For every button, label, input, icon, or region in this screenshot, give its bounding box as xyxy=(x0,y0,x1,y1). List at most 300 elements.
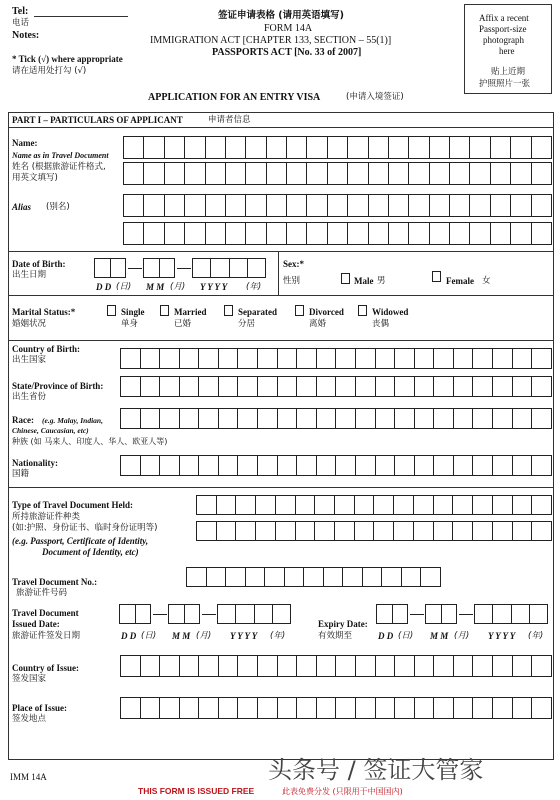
char-box[interactable] xyxy=(449,194,470,217)
char-box[interactable] xyxy=(140,655,161,677)
char-box[interactable] xyxy=(327,162,348,185)
char-box[interactable] xyxy=(245,222,266,245)
char-box[interactable] xyxy=(413,495,434,515)
char-box[interactable] xyxy=(184,162,205,185)
char-box[interactable] xyxy=(257,408,278,429)
char-box[interactable] xyxy=(375,697,396,719)
char-box[interactable] xyxy=(123,162,144,185)
char-box[interactable] xyxy=(218,697,239,719)
char-box[interactable] xyxy=(414,348,435,369)
char-box[interactable] xyxy=(433,376,454,397)
char-box[interactable] xyxy=(277,655,298,677)
char-box[interactable] xyxy=(408,222,429,245)
char-box[interactable] xyxy=(342,567,363,587)
char-box[interactable] xyxy=(492,495,513,515)
dob-year-field[interactable] xyxy=(192,258,266,278)
char-box[interactable] xyxy=(245,162,266,185)
char-box[interactable] xyxy=(296,408,317,429)
char-box[interactable] xyxy=(237,455,258,476)
char-box[interactable] xyxy=(237,655,258,677)
char-box[interactable] xyxy=(198,455,219,476)
char-box[interactable] xyxy=(492,604,511,624)
char-box[interactable] xyxy=(140,408,161,429)
char-box[interactable] xyxy=(335,697,356,719)
travel-doc-type-field-row-1[interactable] xyxy=(196,495,552,515)
char-box[interactable] xyxy=(347,162,368,185)
char-box[interactable] xyxy=(277,697,298,719)
char-box[interactable] xyxy=(408,162,429,185)
char-box[interactable] xyxy=(531,697,552,719)
char-box[interactable] xyxy=(472,521,493,541)
dob-month-field[interactable] xyxy=(143,258,175,278)
char-box[interactable] xyxy=(143,194,164,217)
char-box[interactable] xyxy=(316,697,337,719)
char-box[interactable] xyxy=(433,697,454,719)
char-box[interactable] xyxy=(531,455,552,476)
char-box[interactable] xyxy=(394,455,415,476)
char-box[interactable] xyxy=(453,655,474,677)
char-box[interactable] xyxy=(120,697,141,719)
char-box[interactable] xyxy=(264,567,285,587)
char-box[interactable] xyxy=(216,495,237,515)
char-box[interactable] xyxy=(368,194,389,217)
expiry-year-field[interactable] xyxy=(474,604,548,624)
char-box[interactable] xyxy=(433,408,454,429)
char-box[interactable] xyxy=(296,376,317,397)
char-box[interactable] xyxy=(375,655,396,677)
char-box[interactable] xyxy=(206,567,227,587)
char-box[interactable] xyxy=(277,408,298,429)
char-box[interactable] xyxy=(355,455,376,476)
char-box[interactable] xyxy=(472,376,493,397)
char-box[interactable] xyxy=(492,408,513,429)
char-box[interactable] xyxy=(255,521,276,541)
marital-separated-checkbox[interactable] xyxy=(224,305,233,316)
char-box[interactable] xyxy=(235,604,254,624)
char-box[interactable] xyxy=(335,408,356,429)
issued-year-field[interactable] xyxy=(217,604,291,624)
char-box[interactable] xyxy=(531,376,552,397)
char-box[interactable] xyxy=(414,376,435,397)
char-box[interactable] xyxy=(490,194,511,217)
photo-box[interactable] xyxy=(464,4,552,94)
char-box[interactable] xyxy=(449,162,470,185)
char-box[interactable] xyxy=(286,136,307,159)
char-box[interactable] xyxy=(296,655,317,677)
char-box[interactable] xyxy=(393,521,414,541)
char-box[interactable] xyxy=(217,604,236,624)
marital-widowed-checkbox[interactable] xyxy=(358,305,367,316)
female-checkbox[interactable] xyxy=(432,271,441,282)
char-box[interactable] xyxy=(327,136,348,159)
char-box[interactable] xyxy=(531,162,552,185)
char-box[interactable] xyxy=(120,376,141,397)
char-box[interactable] xyxy=(469,194,490,217)
char-box[interactable] xyxy=(184,136,205,159)
char-box[interactable] xyxy=(135,604,152,624)
char-box[interactable] xyxy=(375,455,396,476)
char-box[interactable] xyxy=(295,521,316,541)
char-box[interactable] xyxy=(433,495,454,515)
alias-field-row-2[interactable] xyxy=(123,222,552,245)
char-box[interactable] xyxy=(266,194,287,217)
char-box[interactable] xyxy=(414,455,435,476)
char-box[interactable] xyxy=(286,222,307,245)
char-box[interactable] xyxy=(392,604,409,624)
char-box[interactable] xyxy=(140,376,161,397)
char-box[interactable] xyxy=(381,567,402,587)
char-box[interactable] xyxy=(198,348,219,369)
char-box[interactable] xyxy=(295,495,316,515)
char-box[interactable] xyxy=(408,194,429,217)
char-box[interactable] xyxy=(277,348,298,369)
char-box[interactable] xyxy=(306,194,327,217)
char-box[interactable] xyxy=(388,162,409,185)
char-box[interactable] xyxy=(198,655,219,677)
char-box[interactable] xyxy=(247,258,266,278)
char-box[interactable] xyxy=(375,408,396,429)
char-box[interactable] xyxy=(510,222,531,245)
char-box[interactable] xyxy=(429,162,450,185)
marital-single-checkbox[interactable] xyxy=(107,305,116,316)
char-box[interactable] xyxy=(373,495,394,515)
char-box[interactable] xyxy=(286,194,307,217)
char-box[interactable] xyxy=(452,521,473,541)
char-box[interactable] xyxy=(510,162,531,185)
char-box[interactable] xyxy=(512,495,533,515)
char-box[interactable] xyxy=(472,455,493,476)
char-box[interactable] xyxy=(441,604,458,624)
char-box[interactable] xyxy=(472,348,493,369)
char-box[interactable] xyxy=(354,521,375,541)
char-box[interactable] xyxy=(159,655,180,677)
char-box[interactable] xyxy=(394,655,415,677)
char-box[interactable] xyxy=(490,222,511,245)
char-box[interactable] xyxy=(205,162,226,185)
char-box[interactable] xyxy=(303,567,324,587)
char-box[interactable] xyxy=(235,521,256,541)
char-box[interactable] xyxy=(196,495,217,515)
char-box[interactable] xyxy=(216,521,237,541)
char-box[interactable] xyxy=(205,136,226,159)
char-box[interactable] xyxy=(469,136,490,159)
char-box[interactable] xyxy=(420,567,441,587)
char-box[interactable] xyxy=(492,455,513,476)
char-box[interactable] xyxy=(120,408,141,429)
char-box[interactable] xyxy=(433,655,454,677)
char-box[interactable] xyxy=(453,408,474,429)
char-box[interactable] xyxy=(229,258,248,278)
char-box[interactable] xyxy=(492,521,513,541)
char-box[interactable] xyxy=(531,495,552,515)
char-box[interactable] xyxy=(413,521,434,541)
char-box[interactable] xyxy=(184,222,205,245)
char-box[interactable] xyxy=(164,222,185,245)
char-box[interactable] xyxy=(453,376,474,397)
char-box[interactable] xyxy=(512,697,533,719)
char-box[interactable] xyxy=(159,697,180,719)
marital-married-checkbox[interactable] xyxy=(160,305,169,316)
char-box[interactable] xyxy=(334,495,355,515)
char-box[interactable] xyxy=(368,162,389,185)
char-box[interactable] xyxy=(306,162,327,185)
char-box[interactable] xyxy=(511,604,530,624)
char-box[interactable] xyxy=(327,222,348,245)
char-box[interactable] xyxy=(168,604,185,624)
char-box[interactable] xyxy=(425,604,442,624)
char-box[interactable] xyxy=(123,136,144,159)
char-box[interactable] xyxy=(429,136,450,159)
char-box[interactable] xyxy=(286,162,307,185)
char-box[interactable] xyxy=(255,495,276,515)
char-box[interactable] xyxy=(414,655,435,677)
char-box[interactable] xyxy=(492,697,513,719)
char-box[interactable] xyxy=(449,136,470,159)
char-box[interactable] xyxy=(512,655,533,677)
name-field-row-2[interactable] xyxy=(123,162,552,185)
char-box[interactable] xyxy=(433,348,454,369)
char-box[interactable] xyxy=(257,376,278,397)
char-box[interactable] xyxy=(433,455,454,476)
char-box[interactable] xyxy=(119,604,136,624)
char-box[interactable] xyxy=(275,521,296,541)
country-of-birth-field[interactable] xyxy=(120,348,552,369)
char-box[interactable] xyxy=(429,222,450,245)
char-box[interactable] xyxy=(355,408,376,429)
char-box[interactable] xyxy=(266,136,287,159)
char-box[interactable] xyxy=(159,455,180,476)
tel-field-line[interactable] xyxy=(34,16,128,17)
char-box[interactable] xyxy=(179,348,200,369)
char-box[interactable] xyxy=(218,408,239,429)
char-box[interactable] xyxy=(452,495,473,515)
char-box[interactable] xyxy=(225,136,246,159)
char-box[interactable] xyxy=(373,521,394,541)
char-box[interactable] xyxy=(184,194,205,217)
char-box[interactable] xyxy=(143,222,164,245)
char-box[interactable] xyxy=(159,376,180,397)
char-box[interactable] xyxy=(375,376,396,397)
char-box[interactable] xyxy=(492,348,513,369)
char-box[interactable] xyxy=(245,136,266,159)
char-box[interactable] xyxy=(120,348,141,369)
char-box[interactable] xyxy=(531,408,552,429)
char-box[interactable] xyxy=(362,567,383,587)
char-box[interactable] xyxy=(512,376,533,397)
char-box[interactable] xyxy=(164,136,185,159)
char-box[interactable] xyxy=(401,567,422,587)
char-box[interactable] xyxy=(164,194,185,217)
char-box[interactable] xyxy=(394,376,415,397)
char-box[interactable] xyxy=(394,697,415,719)
char-box[interactable] xyxy=(198,376,219,397)
marital-divorced-checkbox[interactable] xyxy=(295,305,304,316)
char-box[interactable] xyxy=(510,136,531,159)
dob-day-field[interactable] xyxy=(94,258,126,278)
char-box[interactable] xyxy=(512,408,533,429)
char-box[interactable] xyxy=(296,455,317,476)
char-box[interactable] xyxy=(277,376,298,397)
char-box[interactable] xyxy=(388,136,409,159)
char-box[interactable] xyxy=(205,194,226,217)
char-box[interactable] xyxy=(120,455,141,476)
char-box[interactable] xyxy=(123,222,144,245)
char-box[interactable] xyxy=(245,567,266,587)
char-box[interactable] xyxy=(257,348,278,369)
char-box[interactable] xyxy=(414,408,435,429)
char-box[interactable] xyxy=(218,348,239,369)
char-box[interactable] xyxy=(490,136,511,159)
char-box[interactable] xyxy=(140,348,161,369)
char-box[interactable] xyxy=(394,348,415,369)
char-box[interactable] xyxy=(306,136,327,159)
char-box[interactable] xyxy=(355,348,376,369)
travel-doc-no-field[interactable] xyxy=(186,567,441,587)
char-box[interactable] xyxy=(335,376,356,397)
char-box[interactable] xyxy=(237,376,258,397)
char-box[interactable] xyxy=(512,348,533,369)
char-box[interactable] xyxy=(198,408,219,429)
expiry-month-field[interactable] xyxy=(425,604,457,624)
char-box[interactable] xyxy=(335,655,356,677)
char-box[interactable] xyxy=(196,521,217,541)
char-box[interactable] xyxy=(376,604,393,624)
char-box[interactable] xyxy=(316,376,337,397)
char-box[interactable] xyxy=(164,162,185,185)
state-of-birth-field[interactable] xyxy=(120,376,552,397)
char-box[interactable] xyxy=(143,162,164,185)
issued-month-field[interactable] xyxy=(168,604,200,624)
char-box[interactable] xyxy=(266,222,287,245)
char-box[interactable] xyxy=(179,655,200,677)
char-box[interactable] xyxy=(335,348,356,369)
char-box[interactable] xyxy=(257,455,278,476)
alias-field-row-1[interactable] xyxy=(123,194,552,217)
char-box[interactable] xyxy=(210,258,229,278)
male-checkbox[interactable] xyxy=(341,273,350,284)
char-box[interactable] xyxy=(225,567,246,587)
char-box[interactable] xyxy=(306,222,327,245)
char-box[interactable] xyxy=(531,521,552,541)
char-box[interactable] xyxy=(490,162,511,185)
char-box[interactable] xyxy=(159,258,176,278)
char-box[interactable] xyxy=(492,376,513,397)
char-box[interactable] xyxy=(469,162,490,185)
char-box[interactable] xyxy=(531,222,552,245)
char-box[interactable] xyxy=(433,521,454,541)
char-box[interactable] xyxy=(140,697,161,719)
char-box[interactable] xyxy=(159,408,180,429)
char-box[interactable] xyxy=(266,162,287,185)
char-box[interactable] xyxy=(472,408,493,429)
char-box[interactable] xyxy=(296,697,317,719)
char-box[interactable] xyxy=(474,604,493,624)
char-box[interactable] xyxy=(414,697,435,719)
issued-day-field[interactable] xyxy=(119,604,151,624)
char-box[interactable] xyxy=(531,348,552,369)
char-box[interactable] xyxy=(275,495,296,515)
char-box[interactable] xyxy=(327,194,348,217)
char-box[interactable] xyxy=(237,408,258,429)
char-box[interactable] xyxy=(184,604,201,624)
char-box[interactable] xyxy=(316,455,337,476)
char-box[interactable] xyxy=(347,136,368,159)
char-box[interactable] xyxy=(186,567,207,587)
char-box[interactable] xyxy=(225,222,246,245)
char-box[interactable] xyxy=(368,136,389,159)
char-box[interactable] xyxy=(225,162,246,185)
char-box[interactable] xyxy=(323,567,344,587)
char-box[interactable] xyxy=(469,222,490,245)
char-box[interactable] xyxy=(512,455,533,476)
char-box[interactable] xyxy=(179,455,200,476)
char-box[interactable] xyxy=(355,655,376,677)
char-box[interactable] xyxy=(123,194,144,217)
char-box[interactable] xyxy=(218,455,239,476)
char-box[interactable] xyxy=(394,408,415,429)
char-box[interactable] xyxy=(237,348,258,369)
char-box[interactable] xyxy=(296,348,317,369)
nationality-field[interactable] xyxy=(120,455,552,476)
char-box[interactable] xyxy=(492,655,513,677)
char-box[interactable] xyxy=(453,455,474,476)
char-box[interactable] xyxy=(237,697,258,719)
char-box[interactable] xyxy=(531,194,552,217)
char-box[interactable] xyxy=(334,521,355,541)
char-box[interactable] xyxy=(510,194,531,217)
char-box[interactable] xyxy=(335,455,356,476)
char-box[interactable] xyxy=(140,455,161,476)
char-box[interactable] xyxy=(453,348,474,369)
char-box[interactable] xyxy=(347,222,368,245)
expiry-day-field[interactable] xyxy=(376,604,408,624)
char-box[interactable] xyxy=(393,495,414,515)
char-box[interactable] xyxy=(179,408,200,429)
char-box[interactable] xyxy=(218,376,239,397)
char-box[interactable] xyxy=(245,194,266,217)
char-box[interactable] xyxy=(120,655,141,677)
char-box[interactable] xyxy=(449,222,470,245)
char-box[interactable] xyxy=(143,258,160,278)
char-box[interactable] xyxy=(529,604,548,624)
char-box[interactable] xyxy=(375,348,396,369)
char-box[interactable] xyxy=(355,376,376,397)
char-box[interactable] xyxy=(205,222,226,245)
char-box[interactable] xyxy=(472,495,493,515)
char-box[interactable] xyxy=(277,455,298,476)
char-box[interactable] xyxy=(316,408,337,429)
char-box[interactable] xyxy=(368,222,389,245)
char-box[interactable] xyxy=(179,697,200,719)
char-box[interactable] xyxy=(347,194,368,217)
char-box[interactable] xyxy=(316,348,337,369)
place-of-issue-field[interactable] xyxy=(120,697,552,719)
char-box[interactable] xyxy=(314,495,335,515)
char-box[interactable] xyxy=(179,376,200,397)
race-field[interactable] xyxy=(120,408,552,429)
char-box[interactable] xyxy=(408,136,429,159)
char-box[interactable] xyxy=(531,655,552,677)
char-box[interactable] xyxy=(453,697,474,719)
char-box[interactable] xyxy=(429,194,450,217)
char-box[interactable] xyxy=(512,521,533,541)
char-box[interactable] xyxy=(192,258,211,278)
char-box[interactable] xyxy=(354,495,375,515)
char-box[interactable] xyxy=(225,194,246,217)
char-box[interactable] xyxy=(235,495,256,515)
char-box[interactable] xyxy=(388,194,409,217)
char-box[interactable] xyxy=(218,655,239,677)
